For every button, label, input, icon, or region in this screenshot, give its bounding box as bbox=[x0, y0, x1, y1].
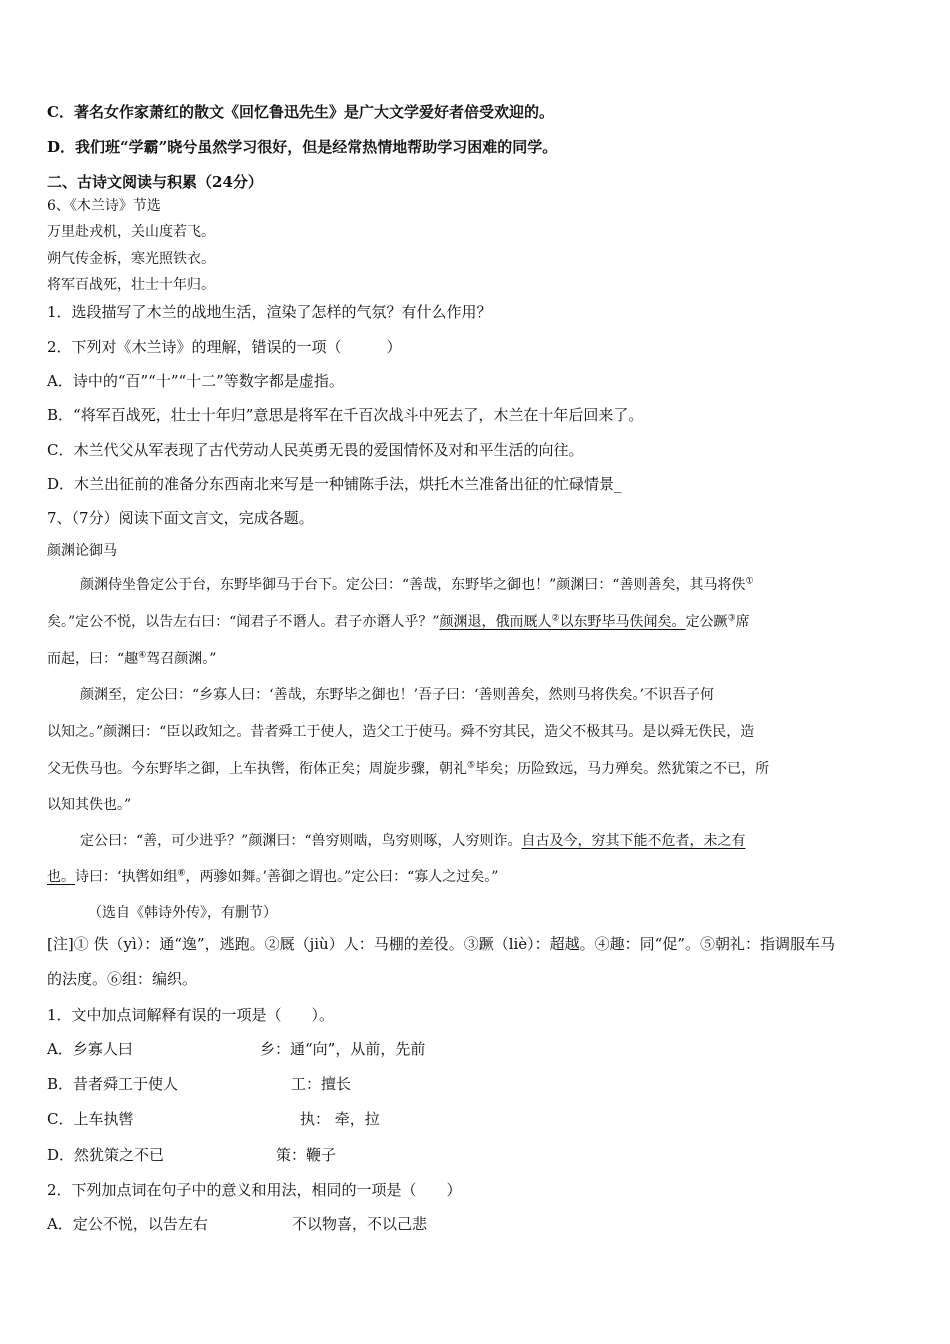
answer-option: C．木兰代父从军表现了古代劳动人民英勇无畏的爱国情怀及对和平生活的向往。 bbox=[47, 441, 584, 459]
option-label: A．定公不悦，以告左右 bbox=[47, 1215, 208, 1233]
option-label: D．然犹策之不已 bbox=[47, 1146, 165, 1164]
passage-line: 以知之。”颜渊曰：“臣以政知之。昔者舜工于使人，造父工于使马。舜不穷其民，造父不极其马。是以舜无佚民，造 bbox=[47, 724, 755, 740]
option-c-text: C．著名女作家萧红的散文《回忆鲁迅先生》是广大文学爱好者倍受欢迎的。 bbox=[47, 103, 554, 121]
passage-line: 定公曰：“善，可少进乎？”颜渊曰：“兽穷则啮，鸟穷则啄，人穷则诈。自古及今，穷其下能不危者，未之有 bbox=[80, 833, 746, 849]
passage-line: 而起，曰：“趣④驾召颜渊。” bbox=[47, 650, 217, 667]
footnote-marker: ③ bbox=[727, 613, 736, 624]
answer-option bbox=[47, 1214, 903, 1234]
answer-option: A．诗中的“百”“十”“十二”等数字都是虚指。 bbox=[47, 372, 344, 390]
passage-line: 父无佚马也。今东野毕之御，上车执辔，衔体正矣；周旋步骤，朝礼⑤毕矣；历险致远，马力殚矣。然犹策之不已，所 bbox=[47, 760, 770, 777]
option-label: C．上车执辔 bbox=[47, 1110, 134, 1128]
underlined-sentence: 颜渊退，俄而厩人②以东野毕马佚闻矣。 bbox=[439, 613, 686, 630]
poem-line: 将军百战死，壮士十年归。 bbox=[47, 277, 215, 293]
question-text: 1．选段描写了木兰的战地生活，渲染了怎样的气氛？有什么作用？ bbox=[47, 303, 492, 321]
underlined-sentence-end: 也。 bbox=[47, 869, 75, 885]
poem-line: 万里赴戎机，关山度若飞。 bbox=[47, 224, 215, 240]
passage-line: 矣。”定公不悦，以告左右曰：“闻君子不谮人。君子亦谮人乎？”颜渊退，俄而厩人②以东野毕马佚闻矣。定公蹶③席 bbox=[47, 613, 750, 630]
option-gloss: 不以物喜，不以己悲 bbox=[292, 1215, 428, 1233]
passage-line: 颜渊侍坐鲁定公于台，东野毕御马于台下。定公曰：“善哉，东野毕之御也！”颜渊曰：“善则善矣，其马将佚① bbox=[80, 576, 754, 593]
section-heading: 二、古诗文阅读与积累（24分） bbox=[47, 173, 263, 191]
question-text: 2．下列对《木兰诗》的理解，错误的一项（ ） bbox=[47, 338, 402, 356]
passage-line: 以知其佚也。” bbox=[47, 797, 132, 813]
answer-option bbox=[47, 1109, 903, 1129]
annotation-line: 的法度。⑥组：编织。 bbox=[47, 970, 198, 988]
answer-option bbox=[47, 1039, 903, 1059]
poem-line: 朔气传金柝，寒光照铁衣。 bbox=[47, 251, 215, 267]
answer-option: B．“将军百战死，壮士十年归”意思是将军在千百次战斗中死去了，木兰在十年后回来了。 bbox=[47, 406, 644, 424]
answer-option bbox=[47, 1074, 903, 1094]
footnote-marker: ⑤ bbox=[467, 760, 476, 771]
option-label: A．乡寡人曰 bbox=[47, 1040, 133, 1058]
passage-source: （选自《韩诗外传》，有删节） bbox=[88, 905, 277, 921]
question-text: 2．下列加点词在句子中的意义和用法，相同的一项是（ ） bbox=[47, 1181, 462, 1199]
footnote-marker: ④ bbox=[138, 650, 147, 661]
passage-title: 颜渊论御马 bbox=[47, 543, 117, 559]
footnote-marker: ⑥ bbox=[177, 868, 186, 879]
answer-option bbox=[47, 1145, 903, 1165]
poem-title: 6、《木兰诗》节选 bbox=[47, 198, 161, 214]
option-gloss: 工：擅长 bbox=[291, 1075, 352, 1093]
footnote-marker: ① bbox=[745, 576, 754, 587]
annotation-line: [注]① 佚（yì）：通“逸”，逃跑。②厩（jiù）人：马棚的差役。③蹶（liè）：超越。④趣：同“促”。⑤朝礼：指调服车马 bbox=[47, 935, 836, 953]
answer-option: D．木兰出征前的准备分东西南北来写是一种铺陈手法，烘托木兰准备出征的忙碌情景_ bbox=[47, 475, 622, 493]
option-d-text: D．我们班“学霸”晓兮虽然学习很好，但是经常热情地帮助学习困难的同学。 bbox=[47, 138, 558, 156]
option-gloss: 执： 牵，拉 bbox=[300, 1110, 380, 1128]
passage-line: 也。诗曰：‘执辔如组⑥，两骖如舞。’善御之谓也。”定公曰：“寡人之过矣。” bbox=[47, 868, 499, 885]
question-text: 1．文中加点词解释有误的一项是（ ）。 bbox=[47, 1006, 335, 1024]
question-text: 7、（7分）阅读下面文言文，完成各题。 bbox=[47, 509, 314, 527]
option-gloss: 乡：通“向”，从前，先前 bbox=[260, 1040, 426, 1058]
underlined-sentence: 自古及今，穷其下能不危者，未之有 bbox=[521, 833, 746, 849]
option-gloss: 策：鞭子 bbox=[276, 1146, 337, 1164]
passage-line: 颜渊至，定公曰：“乡寡人曰：‘善哉，东野毕之御也！’吾子曰：‘善则善矣，然则马将佚矣。’不识吾子何 bbox=[80, 687, 714, 703]
option-label: B．昔者舜工于使人 bbox=[47, 1075, 179, 1093]
